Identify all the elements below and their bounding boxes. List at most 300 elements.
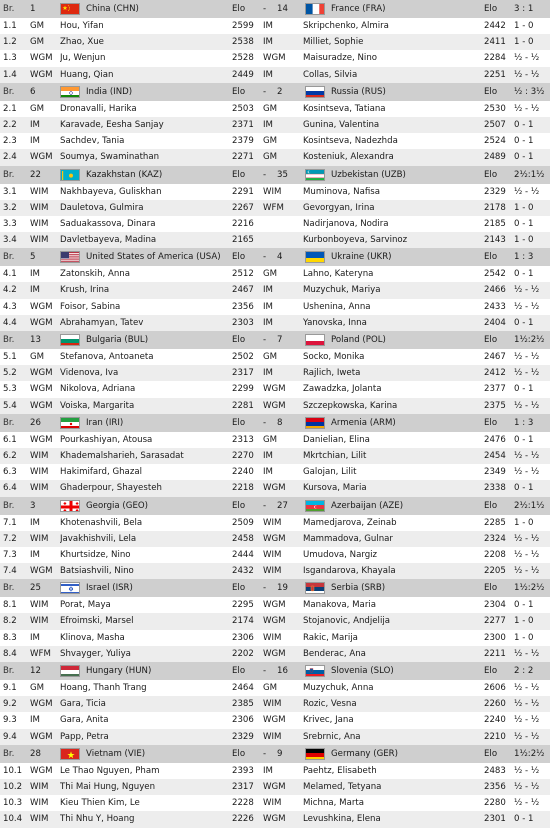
player1-elo: 2174 — [232, 616, 254, 627]
board-row — [0, 315, 550, 331]
board-result: 0 - 1 — [514, 119, 534, 130]
player2-elo: 2377 — [484, 384, 506, 395]
player1-name: Krush, Irina — [60, 285, 110, 296]
player1-name: Huang, Qian — [60, 69, 114, 80]
player2-elo: 2507 — [484, 119, 506, 130]
player2-elo: 2483 — [484, 765, 506, 776]
player2-name: Danielian, Elina — [303, 434, 370, 445]
team1-flag-icon — [60, 251, 80, 263]
board-number: 3.4 — [3, 235, 17, 246]
player2-elo: 2411 — [484, 37, 506, 48]
board-column-label: Br. — [3, 169, 15, 180]
board-number: 3.2 — [3, 202, 17, 213]
player1-elo: 2538 — [232, 37, 254, 48]
player1-elo: 2267 — [232, 202, 254, 213]
vs-separator: - — [263, 666, 267, 676]
player1-title: WGM — [30, 53, 53, 64]
player1-name: Khademalsharieh, Sarasadat — [60, 450, 184, 461]
player1-elo: 2271 — [232, 152, 254, 163]
match-header-row — [0, 497, 550, 515]
player2-title: WIM — [263, 517, 282, 528]
team1-flag-icon — [60, 665, 80, 677]
player1-elo: 2444 — [232, 549, 254, 560]
player2-title: WGM — [263, 781, 286, 792]
player2-elo: 2489 — [484, 152, 506, 163]
board-result: 0 - 1 — [514, 317, 534, 328]
board-row — [0, 515, 550, 531]
player1-name: Javakhishvili, Lela — [60, 533, 137, 544]
player2-name: Ushenina, Anna — [303, 301, 371, 312]
player1-title: WGM — [30, 69, 53, 80]
player2-title: WGM — [263, 600, 286, 611]
board-row — [0, 200, 550, 216]
player1-elo: 2329 — [232, 731, 254, 742]
player2-name: Lahno, Kateryna — [303, 269, 374, 280]
player1-name: Klinova, Masha — [60, 632, 125, 643]
vs-separator: - — [263, 86, 267, 97]
player1-elo: 2295 — [232, 600, 254, 611]
player1-name: Khotenashvili, Bela — [60, 517, 143, 528]
team2-seed: 35 — [277, 169, 288, 180]
team2-flag-icon — [305, 86, 325, 98]
player2-title: GM — [263, 152, 278, 163]
player2-elo: 2277 — [484, 616, 506, 627]
board-number: 6.4 — [3, 483, 17, 494]
team1-name: Georgia (GEO) — [86, 500, 148, 511]
player1-elo: 2228 — [232, 798, 254, 809]
match-score: 1 : 3 — [514, 417, 534, 428]
board-row — [0, 531, 550, 547]
player1-title: WGM — [30, 152, 53, 163]
team1-flag-icon — [60, 334, 80, 346]
player1-elo: 2385 — [232, 699, 254, 710]
player1-elo: 2317 — [232, 781, 254, 792]
player2-title: WIM — [263, 566, 282, 577]
player2-name: Muzychuk, Mariya — [303, 285, 381, 296]
player2-name: Krivec, Jana — [303, 715, 354, 726]
board-column-label: Br. — [3, 748, 15, 759]
board-result: 0 - 1 — [514, 434, 534, 445]
player2-title: IM — [263, 317, 273, 328]
team2-flag-icon — [305, 251, 325, 263]
board-result: ½ - ½ — [514, 368, 540, 379]
team2-name: Slovenia (SLO) — [331, 666, 394, 676]
board-row — [0, 18, 550, 34]
player1-elo: 2216 — [232, 218, 254, 229]
player2-elo: 2442 — [484, 21, 506, 31]
board-row — [0, 680, 550, 696]
player2-elo: 2304 — [484, 600, 506, 611]
player1-name: Batsiashvili, Nino — [60, 566, 134, 577]
player1-name: Le Thao Nguyen, Pham — [60, 765, 160, 776]
player1-elo: 2226 — [232, 814, 254, 825]
player2-title: GM — [263, 434, 278, 445]
board-number: 8.2 — [3, 616, 17, 627]
player1-elo: 2393 — [232, 765, 254, 776]
player1-elo: 2270 — [232, 450, 254, 461]
board-result: ½ - ½ — [514, 467, 540, 478]
team1-elo-label: Elo — [232, 86, 246, 97]
player1-name: Davletbayeva, Madina — [60, 235, 157, 246]
player2-title: WFM — [263, 202, 284, 213]
board-row — [0, 67, 550, 83]
player2-title: WIM — [263, 731, 282, 742]
board-column-label: Br. — [3, 86, 15, 97]
vs-separator: - — [263, 583, 267, 594]
player2-name: Muzychuk, Anna — [303, 683, 374, 693]
player1-title: WGM — [30, 301, 53, 312]
player2-name: Gunina, Valentina — [303, 119, 380, 130]
player2-title: WIM — [263, 699, 282, 710]
team2-flag-icon — [305, 169, 325, 181]
team2-elo-label: Elo — [484, 86, 498, 97]
board-row — [0, 729, 550, 745]
team2-name: Uzbekistan (UZB) — [331, 169, 406, 180]
player2-elo: 2208 — [484, 549, 506, 560]
player1-elo: 2449 — [232, 69, 254, 80]
player2-elo: 2404 — [484, 317, 506, 328]
board-result: 0 - 1 — [514, 384, 534, 395]
board-column-label: Br. — [3, 252, 15, 263]
player1-elo: 2528 — [232, 53, 254, 64]
player1-elo: 2512 — [232, 269, 254, 280]
board-number: 1.2 — [3, 37, 17, 48]
board-row — [0, 381, 550, 397]
player2-title: WGM — [263, 533, 286, 544]
team1-elo-label: Elo — [232, 500, 246, 511]
board-row — [0, 365, 550, 381]
board-row — [0, 563, 550, 579]
board-number: 9.3 — [3, 715, 17, 726]
player2-name: Skripchenko, Almira — [303, 21, 389, 31]
player1-elo: 2306 — [232, 715, 254, 726]
board-row — [0, 480, 550, 496]
board-result: 0 - 1 — [514, 814, 534, 825]
team2-elo-label: Elo — [484, 500, 498, 511]
board-result: ½ - ½ — [514, 450, 540, 461]
team2-seed: 16 — [277, 666, 288, 676]
board-result: ½ - ½ — [514, 781, 540, 792]
team1-name: Hungary (HUN) — [86, 666, 152, 676]
player1-name: Stefanova, Antoaneta — [60, 352, 154, 362]
board-row — [0, 117, 550, 133]
player2-title: IM — [263, 285, 273, 296]
match-score: 2½:1½ — [514, 500, 545, 511]
player2-title: IM — [263, 765, 273, 776]
board-column-label: Br. — [3, 500, 15, 511]
player1-name: Nikolova, Adriana — [60, 384, 136, 395]
player2-name: Michna, Marta — [303, 798, 364, 809]
team2-seed: 9 — [277, 748, 283, 759]
match-score: 1½:2½ — [514, 583, 545, 594]
player1-elo: 2599 — [232, 21, 254, 31]
player2-title: WIM — [263, 549, 282, 560]
team1-name: China (CHN) — [86, 4, 139, 14]
player2-elo: 2433 — [484, 301, 506, 312]
vs-separator: - — [263, 500, 267, 511]
team2-seed: 2 — [277, 86, 283, 97]
board-number: 4.3 — [3, 301, 17, 312]
board-result: 1 - 0 — [514, 235, 534, 246]
player1-title: WIM — [30, 533, 49, 544]
player1-elo: 2371 — [232, 119, 254, 130]
player1-title: IM — [30, 285, 40, 296]
board-result: 1 - 0 — [514, 616, 534, 627]
player2-elo: 2280 — [484, 798, 506, 809]
board-row — [0, 763, 550, 779]
board-number: 10.2 — [3, 781, 23, 792]
board-row — [0, 448, 550, 464]
player2-elo: 2375 — [484, 400, 506, 411]
player2-title: WGM — [263, 616, 286, 627]
player1-title: WGM — [30, 384, 53, 395]
board-number: 8.3 — [3, 632, 17, 643]
team2-flag-icon — [305, 3, 325, 15]
player2-elo: 2284 — [484, 53, 506, 64]
board-result: 0 - 1 — [514, 483, 534, 494]
board-result: ½ - ½ — [514, 285, 540, 296]
board-number: 5.3 — [3, 384, 17, 395]
team1-seed: 26 — [30, 417, 41, 428]
player2-name: Mammadova, Gulnar — [303, 533, 393, 544]
board-number: 6.3 — [3, 467, 17, 478]
board-row — [0, 34, 550, 50]
player2-elo: 2338 — [484, 483, 506, 494]
player1-elo: 2502 — [232, 352, 254, 362]
board-number: 4.4 — [3, 317, 17, 328]
player1-title: WIM — [30, 467, 49, 478]
player1-name: Shvayger, Yuliya — [60, 648, 131, 659]
board-column-label: Br. — [3, 583, 15, 594]
board-result: ½ - ½ — [514, 186, 540, 197]
player2-title: WGM — [263, 814, 286, 825]
player1-name: Hakimifard, Ghazal — [60, 467, 142, 478]
match-score: 2½:1½ — [514, 169, 545, 180]
board-number: 10.1 — [3, 765, 23, 776]
player1-title: WIM — [30, 202, 49, 213]
player1-title: WGM — [30, 765, 53, 776]
board-row — [0, 282, 550, 298]
player1-elo: 2306 — [232, 632, 254, 643]
player1-title: GM — [30, 37, 45, 48]
player1-name: Saduakassova, Dinara — [60, 218, 156, 229]
player2-name: Szczepkowska, Karina — [303, 400, 398, 411]
player2-title: GM — [263, 103, 278, 114]
team1-name: Vietnam (VIE) — [86, 748, 146, 759]
player2-name: Kurbonboyeva, Sarvinoz — [303, 235, 408, 246]
player2-elo: 2542 — [484, 269, 506, 280]
player2-name: Mamedjarova, Zeinab — [303, 517, 397, 528]
board-result: ½ - ½ — [514, 699, 540, 710]
board-row — [0, 795, 550, 811]
player2-title: IM — [263, 69, 273, 80]
board-row — [0, 779, 550, 795]
board-number: 4.1 — [3, 269, 17, 280]
board-number: 2.2 — [3, 119, 17, 130]
match-header-row — [0, 579, 550, 597]
player2-title: WGM — [263, 53, 286, 64]
player1-title: GM — [30, 21, 45, 31]
match-header-row — [0, 662, 550, 680]
board-result: 1 - 0 — [514, 632, 534, 643]
player1-title: IM — [30, 269, 40, 280]
player2-name: Manakova, Maria — [303, 600, 377, 611]
board-result: ½ - ½ — [514, 648, 540, 659]
team2-flag-icon — [305, 417, 325, 429]
player1-elo: 2458 — [232, 533, 254, 544]
board-row — [0, 547, 550, 563]
team2-name: Serbia (SRB) — [331, 583, 386, 594]
board-result: ½ - ½ — [514, 549, 540, 560]
player1-title: IM — [30, 715, 40, 726]
player1-title: WIM — [30, 616, 49, 627]
player1-name: Efroimski, Marsel — [60, 616, 134, 627]
player1-title: IM — [30, 119, 40, 130]
board-result: ½ - ½ — [514, 715, 540, 726]
match-header-row — [0, 248, 550, 266]
team1-elo-label: Elo — [232, 252, 246, 263]
board-result: ½ - ½ — [514, 566, 540, 577]
team1-flag-icon — [60, 169, 80, 181]
player2-elo: 2211 — [484, 648, 506, 659]
board-number: 7.1 — [3, 517, 17, 528]
player2-elo: 2185 — [484, 218, 506, 229]
team1-seed: 12 — [30, 666, 41, 676]
player2-name: Galojan, Lilit — [303, 467, 357, 478]
board-result: ½ - ½ — [514, 731, 540, 742]
board-result: ½ - ½ — [514, 53, 540, 64]
team2-name: Germany (GER) — [331, 748, 398, 759]
player1-title: WIM — [30, 235, 49, 246]
player2-elo: 2467 — [484, 352, 506, 362]
player2-name: Collas, Silvia — [303, 69, 358, 80]
team2-seed: 4 — [277, 252, 283, 263]
player2-elo: 2466 — [484, 285, 506, 296]
player1-title: WIM — [30, 781, 49, 792]
team2-seed: 19 — [277, 583, 288, 594]
team2-flag-icon — [305, 500, 325, 512]
player1-title: GM — [30, 103, 45, 114]
player1-name: Sachdev, Tania — [60, 136, 125, 147]
player1-name: Thi Mai Hung, Nguyen — [60, 781, 156, 792]
player1-name: Dauletova, Gulmira — [60, 202, 144, 213]
board-row — [0, 464, 550, 480]
player2-title: GM — [263, 269, 278, 280]
board-result: 0 - 1 — [514, 218, 534, 229]
player1-title: IM — [30, 549, 40, 560]
player1-name: Porat, Maya — [60, 600, 111, 611]
team1-flag-icon — [60, 3, 80, 15]
board-result: ½ - ½ — [514, 683, 540, 693]
player1-elo: 2299 — [232, 384, 254, 395]
board-number: 5.2 — [3, 368, 17, 379]
player1-name: Soumya, Swaminathan — [60, 152, 160, 163]
board-number: 9.1 — [3, 683, 17, 693]
team2-elo-label: Elo — [484, 335, 498, 345]
team2-elo-label: Elo — [484, 169, 498, 180]
team1-name: Kazakhstan (KAZ) — [86, 169, 163, 180]
player2-elo: 2476 — [484, 434, 506, 445]
board-result: ½ - ½ — [514, 765, 540, 776]
board-row — [0, 613, 550, 629]
player2-name: Levushkina, Elena — [303, 814, 381, 825]
player2-name: Paehtz, Elisabeth — [303, 765, 377, 776]
team1-name: Iran (IRI) — [86, 417, 124, 428]
team1-name: United States of America (USA) — [86, 252, 221, 263]
player1-elo: 2313 — [232, 434, 254, 445]
player1-name: Thi Nhu Y, Hoang — [60, 814, 135, 825]
board-result: 0 - 1 — [514, 600, 534, 611]
player1-elo: 2432 — [232, 566, 254, 577]
team1-seed: 22 — [30, 169, 41, 180]
player1-title: WGM — [30, 699, 53, 710]
board-row — [0, 349, 550, 365]
player2-title: IM — [263, 368, 273, 379]
board-row — [0, 432, 550, 448]
match-header-row — [0, 166, 550, 184]
player1-name: Videnova, Iva — [60, 368, 119, 379]
team2-seed: 7 — [277, 335, 283, 345]
player2-elo: 2205 — [484, 566, 506, 577]
team1-flag-icon — [60, 417, 80, 429]
board-row — [0, 184, 550, 200]
player2-elo: 2301 — [484, 814, 506, 825]
match-header-row — [0, 414, 550, 432]
player2-name: Rakic, Marija — [303, 632, 358, 643]
player1-elo: 2240 — [232, 467, 254, 478]
board-number: 5.1 — [3, 352, 17, 362]
board-row — [0, 696, 550, 712]
board-row — [0, 597, 550, 613]
match-score: 1½:2½ — [514, 335, 545, 345]
player2-title: WGM — [263, 384, 286, 395]
player2-elo: 2210 — [484, 731, 506, 742]
match-header-row — [0, 83, 550, 101]
board-number: 8.1 — [3, 600, 17, 611]
board-number: 7.3 — [3, 549, 17, 560]
team2-name: Ukraine (UKR) — [331, 252, 392, 263]
player1-title: IM — [30, 136, 40, 147]
board-column-label: Br. — [3, 4, 15, 14]
player2-name: Srebrnic, Ana — [303, 731, 361, 742]
vs-separator: - — [263, 252, 267, 263]
board-result: ½ - ½ — [514, 69, 540, 80]
player1-name: Papp, Petra — [60, 731, 109, 742]
player1-name: Hoang, Thanh Trang — [60, 683, 147, 693]
player1-elo: 2218 — [232, 483, 254, 494]
player1-title: WIM — [30, 798, 49, 809]
team1-elo-label: Elo — [232, 335, 246, 345]
player1-name: Voiska, Margarita — [60, 400, 135, 411]
team1-elo-label: Elo — [232, 748, 246, 759]
player2-elo: 2606 — [484, 683, 506, 693]
player1-name: Pourkashiyan, Atousa — [60, 434, 153, 445]
player2-elo: 2240 — [484, 715, 506, 726]
player2-elo: 2356 — [484, 781, 506, 792]
team1-elo-label: Elo — [232, 666, 246, 676]
board-row — [0, 101, 550, 117]
player1-title: GM — [30, 683, 45, 693]
player1-name: Gara, Anita — [60, 715, 109, 726]
match-score: 1 : 3 — [514, 252, 534, 263]
board-row — [0, 232, 550, 248]
player1-elo: 2509 — [232, 517, 254, 528]
player2-name: Nadirjanova, Nodira — [303, 218, 389, 229]
player2-name: Melamed, Tetyana — [303, 781, 382, 792]
board-number: 2.3 — [3, 136, 17, 147]
board-number: 7.2 — [3, 533, 17, 544]
board-result: ½ - ½ — [514, 103, 540, 114]
